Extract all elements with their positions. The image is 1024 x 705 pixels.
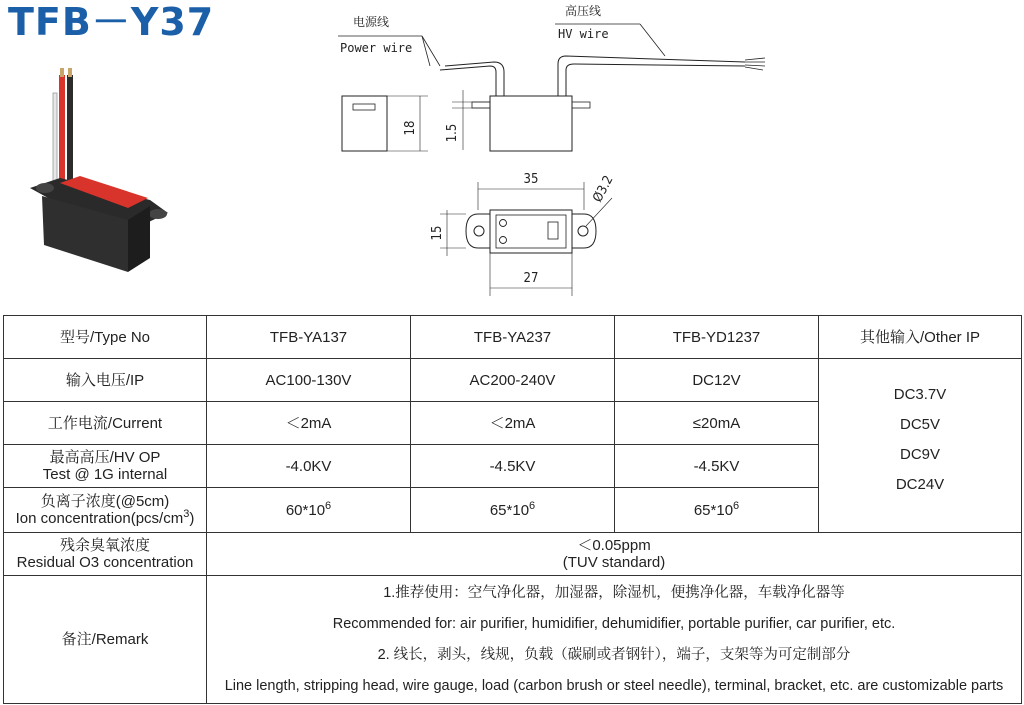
cell-remark [207,576,1022,704]
row-label-ozone-line1: 残余臭氧浓度 [59,537,150,554]
hv-wire-en-label: HV wire [558,27,609,41]
cell-ip-3: DC12V [615,359,819,402]
row-label-hv [4,445,207,488]
hv-wire-cn-label: 高压线 [565,4,602,18]
dim-length: 35 [523,172,539,187]
other-input-item: DC9V [899,445,940,463]
remark-line: Recommended for: air purifier, humidifier, dehumidifier, portable purifier, car purifier, etc. [332,615,896,632]
cell-ip-2: AC200-240V [411,359,615,402]
header-model-1: TFB-YA137 [207,316,411,359]
row-label-ozone-line2: Residual O3 concentration [16,554,194,571]
cell-hv-2: -4.5KV [411,445,615,488]
cell-current-1: ＜2mA [207,402,411,445]
spec-table [3,315,1022,704]
remark-line: 2. 线长，剥头，线规，负载（碳刷或者钢针），端子，支架等为可定制部分 [377,646,851,663]
power-wire-cn-label: 电源线 [353,15,390,29]
other-input-item: DC3.7V [893,385,947,403]
row-label-hv-line2: Test @ 1G internal [42,466,168,483]
cell-ion-1: $60*10^6$ [207,488,411,533]
row-label-current: 工作电流/Current [4,402,207,445]
table-row [4,576,1022,704]
row-label-ion-line1: 负离子浓度(@5cm) [40,493,170,510]
cell-ip-1: AC100-130V [207,359,411,402]
row-label-hv-line1: 最高高压/HV OP [49,449,161,466]
header-row [4,316,1022,359]
cell-ion-3: $65*10^6$ [615,488,819,533]
header-type-no: 型号/Type No [4,316,207,359]
dim-offset: 1.5 [445,123,460,143]
remark-line: Line length, stripping head, wire gauge, load (carbon brush or steel needle), terminal, bracket, etc. are customizable parts [224,677,1004,694]
dim-body: 27 [523,271,539,286]
remark-line: 1.推荐使用：空气净化器，加湿器，除湿机，便携净化器，车载净化器等 [383,584,845,601]
cell-hv-3: -4.5KV [615,445,819,488]
dim-width: 15 [430,225,445,241]
other-input-item: DC24V [895,475,945,493]
dim-hole: Ø3.2 [590,173,617,205]
table-row [4,359,1022,402]
cell-current-2: ＜2mA [411,402,615,445]
product-title: TFB－Y37 [8,0,215,44]
ozone-standard: (TUV standard) [562,554,666,571]
row-label-remark: 备注/Remark [4,576,207,704]
dim-height: 18 [403,120,418,136]
cell-ozone [207,533,1022,576]
row-label-ip: 输入电压/IP [4,359,207,402]
other-input-item: DC5V [899,415,940,433]
product-photo [30,68,168,272]
cell-ion-2: $65*10^6$ [411,488,615,533]
power-wire-en-label: Power wire [340,41,413,55]
product-drawing [0,0,1024,315]
ozone-value: ＜0.05ppm [577,537,651,554]
row-label-ozone [4,533,207,576]
header-other-ip: 其他输入/Other IP [819,316,1022,359]
header-model-3: TFB-YD1237 [615,316,819,359]
row-label-ion-line2: Ion $concentration(pcs/cm^3)$ [15,508,195,527]
row-label-ion [4,488,207,533]
table-row [4,533,1022,576]
cell-current-3: ≤20mA [615,402,819,445]
other-inputs-cell [819,359,1022,533]
header-model-2: TFB-YA237 [411,316,615,359]
cell-hv-1: -4.0KV [207,445,411,488]
